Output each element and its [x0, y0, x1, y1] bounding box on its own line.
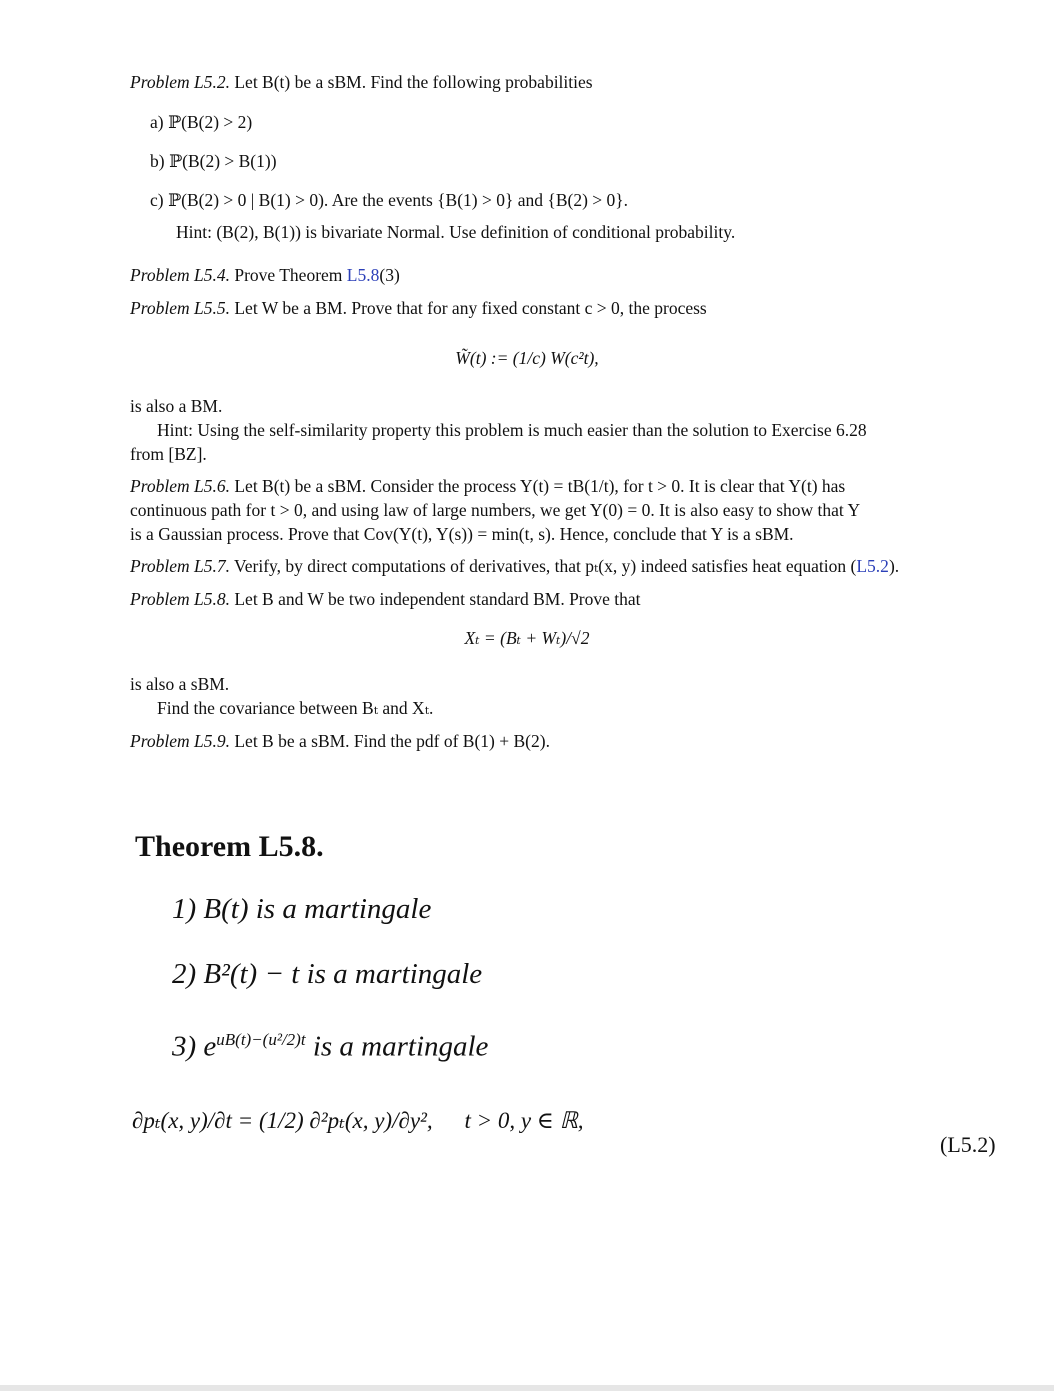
problem-label: Problem L5.2. — [130, 72, 230, 92]
theorem-title: Theorem L5.8. — [135, 830, 324, 863]
problem-l5-6 — [130, 475, 845, 497]
problem-hint-continued: from [BZ]. — [130, 444, 207, 464]
problem-hint: Hint: (B(2), B(1)) is bivariate Normal. Use definition of conditional probability. — [176, 222, 736, 242]
bottom-edge — [0, 1385, 1054, 1391]
theorem-item-1: 1) B(t) is a martingale — [172, 893, 432, 925]
problem-l5-2 — [130, 71, 593, 93]
theorem-item-2: 2) B²(t) − t is a martingale — [172, 958, 483, 990]
problem-l5-8 — [130, 588, 641, 610]
problem-conclusion: is also a sBM. — [130, 674, 230, 694]
problem-text-line: continuous path for t > 0, and using law of large numbers, we get Y(0) = 0. It is also easy to show that Y — [130, 500, 861, 520]
heat-equation-body: ∂pₜ(x, y)/∂t = (1/2) ∂²pₜ(x, y)/∂y², — [132, 1108, 433, 1133]
heat-equation — [132, 1108, 584, 1134]
reference-suffix: (3) — [379, 265, 400, 285]
problem-label: Problem L5.8. — [130, 589, 230, 609]
theorem-reference-link[interactable]: L5.8 — [346, 265, 380, 285]
problem-text: Verify, by direct computations of derivatives, that pₜ(x, y) indeed satisfies heat equation ( — [234, 556, 857, 576]
problem-conclusion: is also a BM. — [130, 396, 223, 416]
problem-item-a: a) ℙ(B(2) > 2) — [150, 112, 253, 132]
problem-text: Let B and W be two independent standard BM. Prove that — [234, 589, 641, 609]
problem-text: Let B(t) be a sBM. Find the following probabilities — [234, 72, 593, 92]
problem-l5-4 — [130, 264, 400, 286]
problem-item-b: b) ℙ(B(2) > B(1)) — [150, 151, 277, 171]
problem-task: Find the covariance between Bₜ and Xₜ. — [157, 698, 434, 718]
problem-l5-7 — [130, 555, 899, 577]
problem-label: Problem L5.7. — [130, 556, 230, 576]
problem-text: Let B be a sBM. Find the pdf of B(1) + B(2). — [234, 731, 550, 751]
sum-process-equation: Xₜ = (Bₜ + Wₜ)/√2 — [464, 628, 590, 648]
problem-l5-5 — [130, 297, 707, 319]
problem-text: Let B(t) be a sBM. Consider the process Y(t) = tB(1/t), for t > 0. It is clear that Y(t) has — [234, 476, 846, 496]
problem-l5-9 — [130, 730, 550, 752]
theorem-item-3 — [172, 1030, 488, 1064]
problem-text-line: is a Gaussian process. Prove that Cov(Y(t), Y(s)) = min(t, s). Hence, conclude that Y is a sBM. — [130, 524, 794, 544]
problem-item-c: c) ℙ(B(2) > 0 | B(1) > 0). Are the events {B(1) > 0} and {B(2) > 0}. — [150, 190, 629, 210]
equation-reference-link[interactable]: L5.2 — [856, 556, 889, 576]
theorem-item-3-prefix: 3) e — [172, 1030, 217, 1063]
problem-text: Let W be a BM. Prove that for any fixed constant c > 0, the process — [234, 298, 707, 318]
theorem-item-3-suffix: is a martingale — [305, 1030, 489, 1063]
reference-suffix: ). — [888, 556, 900, 576]
problem-hint: Hint: Using the self-similarity property this problem is much easier than the solution to Exercise 6.28 — [157, 420, 867, 440]
problem-label: Problem L5.9. — [130, 731, 230, 751]
problem-label: Problem L5.5. — [130, 298, 230, 318]
problem-label: Problem L5.6. — [130, 476, 230, 496]
heat-equation-condition: t > 0, y ∈ ℝ, — [464, 1108, 584, 1133]
exponent: uB(t)−(u²/2)t — [216, 1030, 306, 1049]
scaling-equation: W̃(t) := (1/c) W(c²t), — [455, 348, 599, 368]
equation-number: (L5.2) — [940, 1132, 996, 1157]
problem-text: Prove Theorem — [234, 265, 347, 285]
problem-label: Problem L5.4. — [130, 265, 230, 285]
